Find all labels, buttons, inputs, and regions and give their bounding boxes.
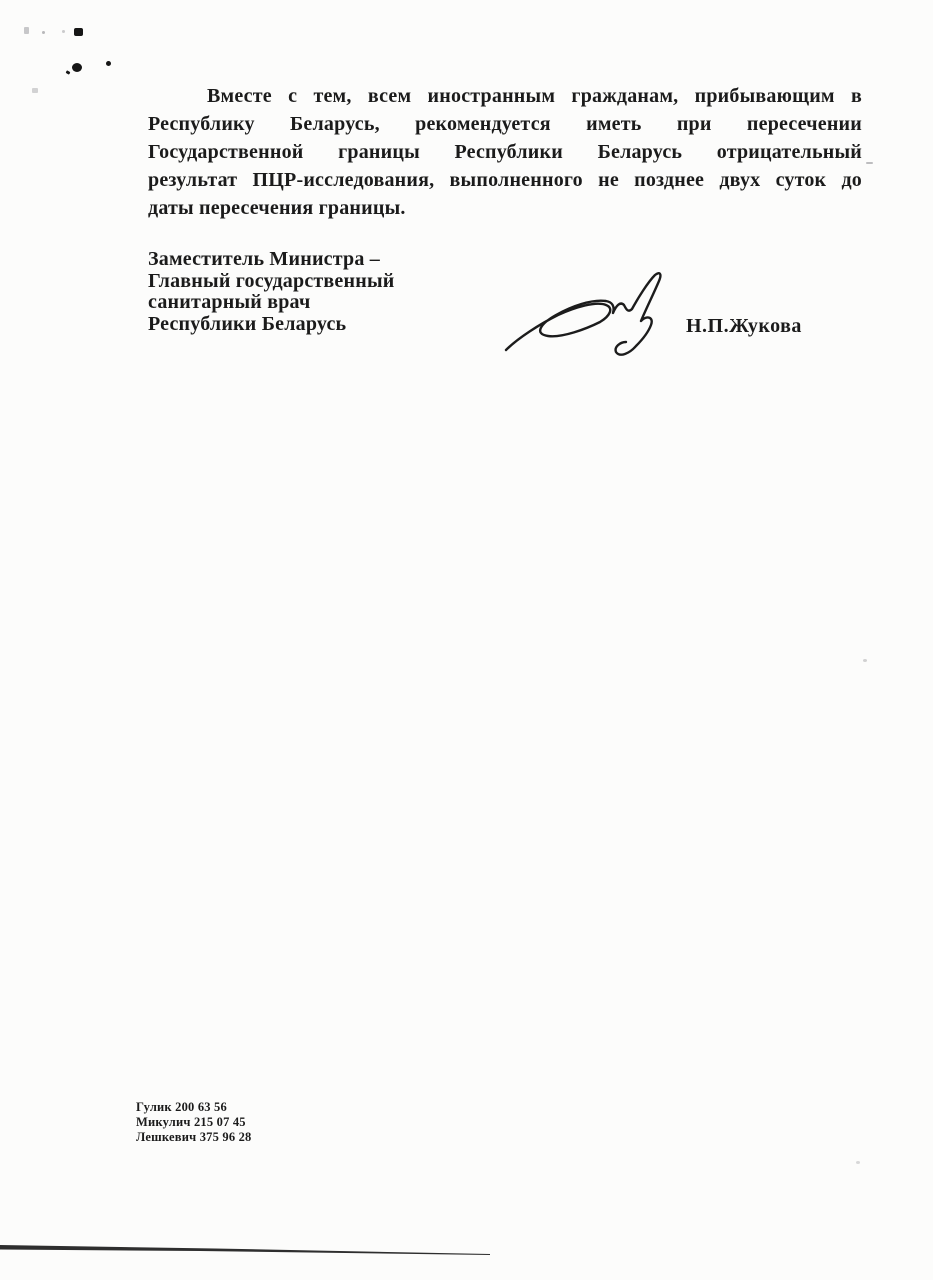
body-line: даты пересечения границы. [148,197,406,219]
ink-speck [866,162,873,164]
signatory-title-line: Главный государственный [148,269,395,292]
ink-speck [106,61,111,66]
signatory-title-line: Заместитель Министра – [148,248,380,270]
body-line: Вместе с тем, всем иностранным гражданам, прибывающим в [207,85,862,107]
ink-speck [24,27,29,34]
contact-phone-list [136,1100,252,1145]
handwritten-signature-icon [498,268,670,366]
signatory-title-block [148,249,468,335]
ink-speck [32,88,38,93]
letter-body-paragraph [148,82,862,222]
contact-line: Гулик 200 63 56 [136,1100,227,1114]
ink-speck [72,63,82,72]
ink-speck [42,31,45,34]
signatory-title-line: санитарный врач [148,291,311,313]
contact-line: Лешкевич 375 96 28 [136,1130,252,1144]
ink-speck [62,30,65,33]
ink-speck [856,1161,860,1164]
ink-speck [863,659,867,662]
signee-name: Н.П.Жукова [686,315,802,337]
scan-edge-artifact [0,1243,933,1257]
ink-speck [66,70,71,75]
contact-line: Микулич 215 07 45 [136,1115,246,1129]
ink-speck [74,28,83,36]
signatory-title-line: Республики Беларусь [148,312,347,335]
body-line: результат ПЦР-исследования, выполненного не позднее двух суток до [148,169,862,191]
body-line: Государственной границы Республики Беларусь отрицательный [148,141,862,163]
body-line: Республику Беларусь, рекомендуется иметь при пересечении [148,113,862,135]
